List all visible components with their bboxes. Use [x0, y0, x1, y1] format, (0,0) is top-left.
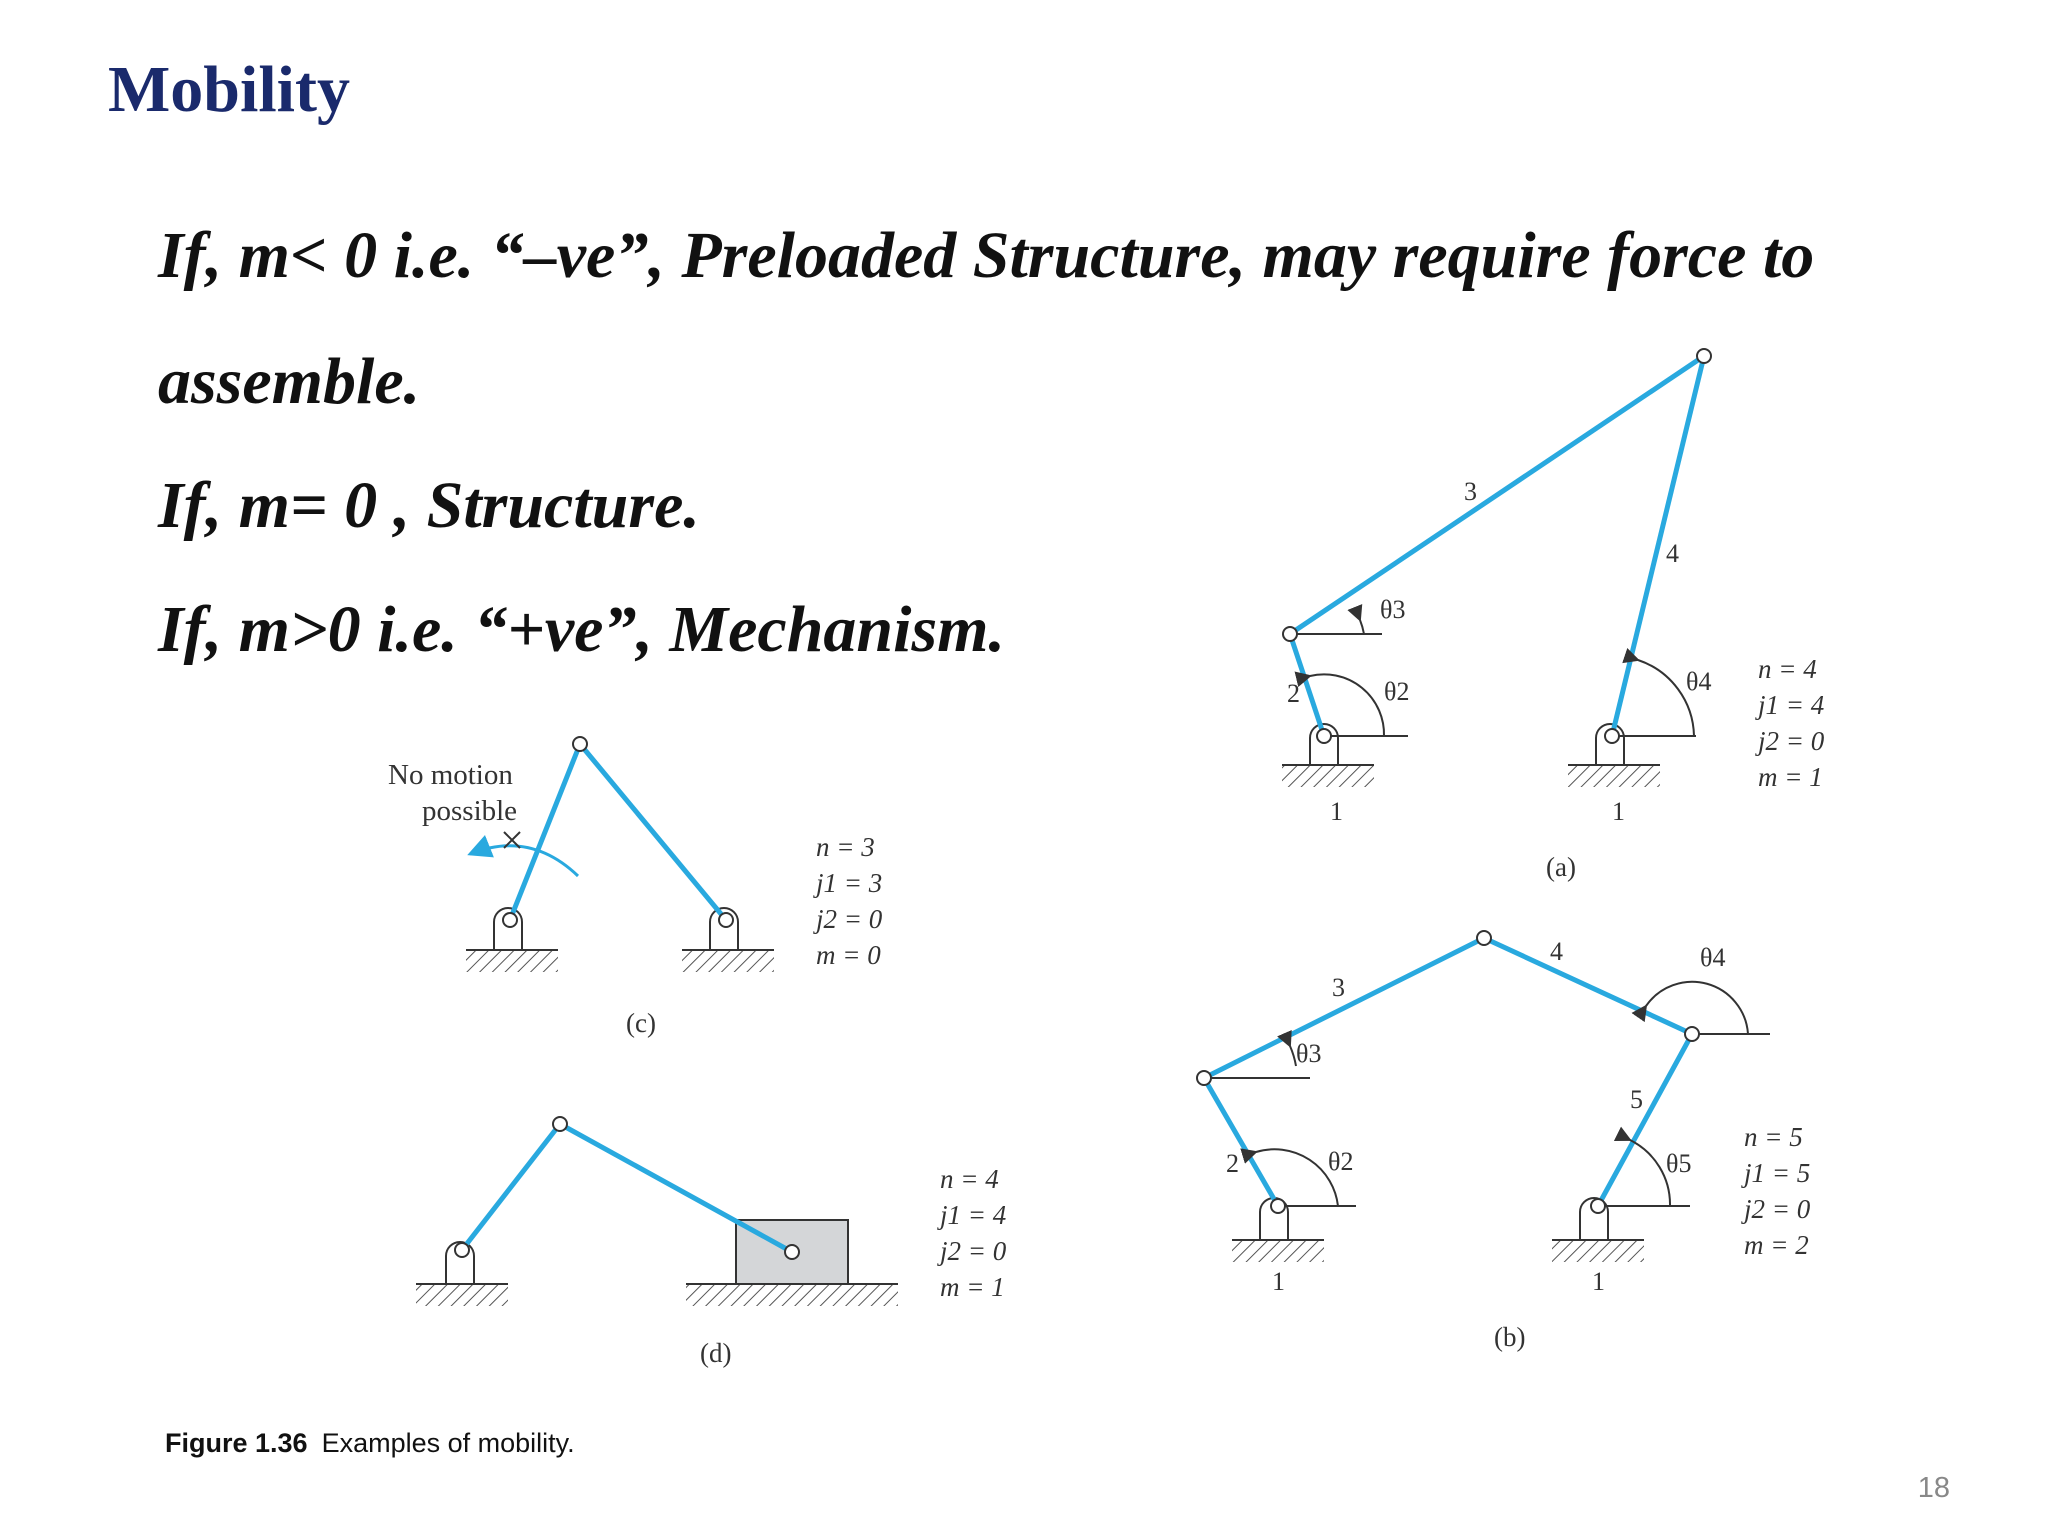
annotation-text: possible — [422, 795, 518, 827]
link-d-crank — [462, 1124, 560, 1250]
pin-joint — [1605, 729, 1619, 743]
page-number: 18 — [1917, 1472, 1950, 1504]
condition-positive: If, m>0 i.e. “+ve”, Mechanism. — [158, 593, 1005, 666]
pin-joint — [1477, 931, 1491, 945]
condition-zero: If, m= 0 , Structure. — [158, 469, 700, 542]
ground-label: 1 — [1612, 797, 1625, 826]
angle-label: θ4 — [1686, 667, 1712, 696]
svg-text:j1 = 5: j1 = 5 — [1744, 1158, 1811, 1188]
subfigure-label: (c) — [626, 1008, 656, 1038]
svg-text:n = 5: n = 5 — [1744, 1122, 1803, 1152]
subfigure-label: (a) — [1546, 852, 1576, 882]
ground-label: 1 — [1330, 797, 1343, 826]
equations-a — [1755, 654, 1825, 792]
link-label: 3 — [1332, 973, 1345, 1002]
link-b-3 — [1204, 938, 1484, 1078]
pin-joint — [573, 737, 587, 751]
link-label: 4 — [1666, 539, 1679, 568]
angle-label: θ3 — [1380, 595, 1406, 624]
svg-text:m = 1: m = 1 — [1758, 762, 1823, 792]
pin-joint — [1591, 1199, 1605, 1213]
svg-text:n = 4: n = 4 — [1758, 654, 1817, 684]
pin-joint — [1317, 729, 1331, 743]
angle-label: θ2 — [1384, 677, 1410, 706]
diagram-c — [388, 737, 883, 1038]
link-label: 3 — [1464, 477, 1477, 506]
link-d-coupler — [560, 1124, 792, 1252]
svg-text:j1 = 4: j1 = 4 — [1758, 690, 1825, 720]
figure-caption-text: Examples of mobility. — [321, 1428, 575, 1458]
svg-text:m = 2: m = 2 — [1744, 1230, 1809, 1260]
angle-label: θ5 — [1666, 1149, 1692, 1178]
link-b-2 — [1204, 1078, 1278, 1206]
ground-label: 1 — [1592, 1267, 1605, 1296]
svg-text:j2 = 0: j2 = 0 — [1744, 1194, 1811, 1224]
equations-b — [1741, 1122, 1811, 1260]
link-b-5 — [1598, 1034, 1692, 1206]
pin-joint — [503, 913, 517, 927]
pin-joint — [1685, 1027, 1699, 1041]
pin-joint — [553, 1117, 567, 1131]
condition-negative-line2: assemble. — [158, 345, 421, 418]
svg-text:j2 = 0: j2 = 0 — [940, 1236, 1007, 1266]
ground-d-track — [686, 1284, 898, 1306]
pin-joint — [1271, 1199, 1285, 1213]
angle-label: θ2 — [1328, 1147, 1354, 1176]
diagram-b — [1197, 931, 1811, 1352]
subfigure-label: (d) — [700, 1338, 732, 1368]
angle-label: θ4 — [1700, 943, 1726, 972]
link-label: 4 — [1550, 937, 1563, 966]
pin-joint — [1697, 349, 1711, 363]
pin-joint — [1283, 627, 1297, 641]
link-a-3 — [1290, 356, 1704, 634]
pin-joint — [785, 1245, 799, 1259]
svg-text:j1 = 3: j1 = 3 — [816, 868, 883, 898]
subfigure-label: (b) — [1494, 1322, 1526, 1352]
svg-text:m = 1: m = 1 — [940, 1272, 1005, 1302]
motion-arrow — [470, 846, 578, 876]
pin-joint — [455, 1243, 469, 1257]
svg-text:n = 3: n = 3 — [816, 832, 875, 862]
equations-c — [813, 832, 883, 970]
figure-number: Figure 1.36 — [165, 1428, 308, 1458]
svg-text:n = 4: n = 4 — [940, 1164, 999, 1194]
svg-text:j2 = 0: j2 = 0 — [1758, 726, 1825, 756]
link-b-4 — [1484, 938, 1692, 1034]
diagram-a — [1282, 349, 1825, 882]
svg-text:m = 0: m = 0 — [816, 940, 881, 970]
link-label: 2 — [1226, 1149, 1239, 1178]
condition-negative-line1: If, m< 0 i.e. “–ve”, Preloaded Structure, may require force to — [158, 219, 1815, 292]
link-c-right — [580, 744, 726, 920]
ground-label: 1 — [1272, 1267, 1285, 1296]
svg-text:j1 = 4: j1 = 4 — [940, 1200, 1007, 1230]
link-label: 5 — [1630, 1085, 1643, 1114]
link-label: 2 — [1287, 679, 1300, 708]
angle-label: θ3 — [1296, 1039, 1322, 1068]
annotation-text: No motion — [388, 759, 513, 791]
slide-title: Mobility — [108, 53, 350, 126]
diagram-d — [416, 1117, 1007, 1368]
link-c-left — [510, 744, 580, 920]
equations-d — [937, 1164, 1007, 1302]
pin-joint — [1197, 1071, 1211, 1085]
pin-joint — [719, 913, 733, 927]
svg-text:j2 = 0: j2 = 0 — [816, 904, 883, 934]
figure-caption — [165, 1428, 575, 1459]
